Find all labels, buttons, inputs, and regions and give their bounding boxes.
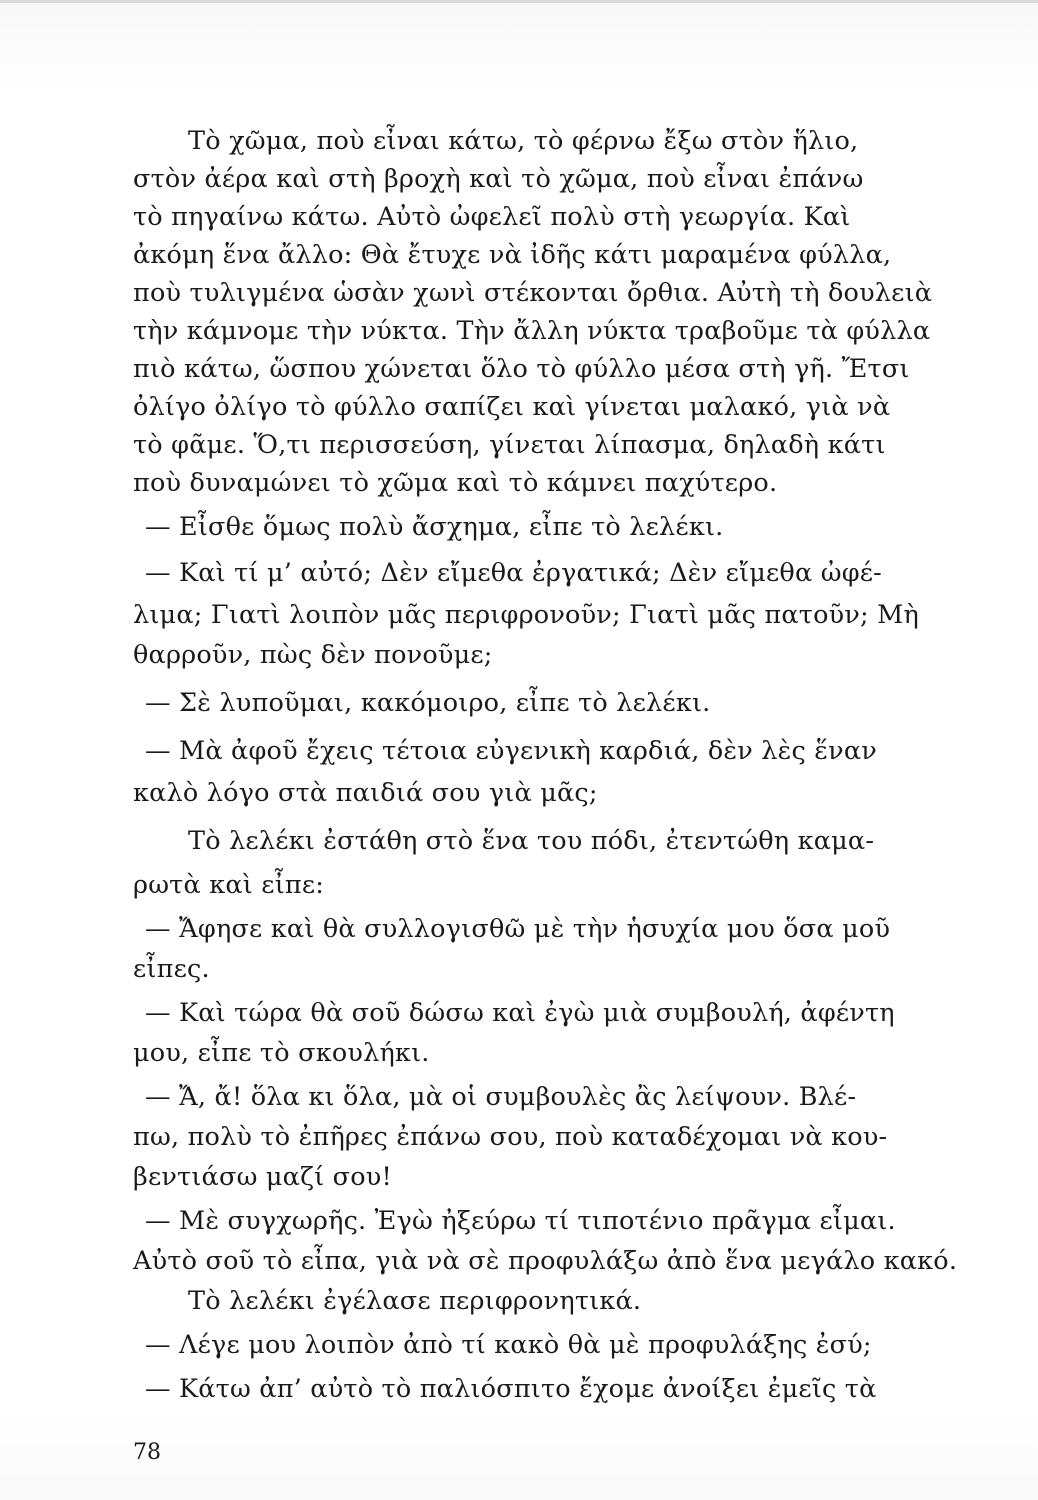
text-line-20: — Ἄφησε καὶ θὰ συλλογισθῶ μὲ τὴν ἡσυχία μου ὅσα μοῦ (145, 914, 891, 944)
text-line-8: ὀλίγο ὀλίγο τὸ φύλλο σαπίζει καὶ γίνεται μαλακό, γιὰ νὰ (133, 392, 891, 422)
text-line-19: ρωτὰ καὶ εἶπε: (133, 870, 325, 900)
text-line-31: — Κάτω ἀπ’ αὐτὸ τὸ παλιόσπιτο ἔχομε ἀνοίξει ἐμεῖς τὰ (145, 1374, 877, 1404)
text-line-29: Τὸ λελέκι ἐγέλασε περιφρονητικά. (188, 1286, 642, 1316)
page-top-edge (0, 0, 1038, 3)
text-line-28: Αὐτὸ σοῦ τὸ εἶπα, γιὰ νὰ σὲ προφυλάξω ἀπὸ ἕνα μεγάλο κακό. (133, 1246, 958, 1276)
text-line-16: — Μὰ ἀφοῦ ἔχεις τέτοια εὐγενικὴ καρδιά, δὲν λὲς ἕναν (145, 736, 878, 766)
text-line-23: μου, εἶπε τὸ σκουλήκι. (133, 1038, 430, 1068)
text-line-17: καλὸ λόγο στὰ παιδιά σου γιὰ μᾶς; (133, 778, 598, 808)
text-line-24: — Ἄ, ἄ! ὅλα κι ὅλα, μὰ οἱ συμβουλὲς ἂς λείψουν. Βλέ- (145, 1082, 857, 1112)
text-line-1: Τὸ χῶμα, ποὺ εἶναι κάτω, τὸ φέρνω ἔξω στὸν ἥλιο, (188, 126, 859, 156)
text-line-9: τὸ φᾶμε. Ὅ,τι περισσεύση, γίνεται λίπασμα, δηλαδὴ κάτι (133, 430, 886, 460)
text-line-4: ἀκόμη ἕνα ἄλλο: Θὰ ἔτυχε νὰ ἰδῆς κάτι μαραμένα φύλλα, (133, 240, 892, 270)
text-line-15: — Σὲ λυποῦμαι, κακόμοιρο, εἶπε τὸ λελέκι. (145, 688, 711, 718)
text-line-7: πιὸ κάτω, ὥσπου χώνεται ὅλο τὸ φύλλο μέσα στὴ γῆ. Ἔτσι (133, 354, 910, 384)
text-line-12: — Καὶ τί μ’ αὐτό; Δὲν εἴμεθα ἐργατικά; Δὲν εἴμεθα ὠφέ- (145, 558, 882, 588)
text-line-5: ποὺ τυλιγμένα ὡσὰν χωνὶ στέκονται ὄρθια. Αὐτὴ τὴ δουλειὰ (133, 278, 933, 308)
page-number: 78 (133, 1440, 161, 1465)
text-line-21: εἶπες. (133, 954, 210, 984)
text-line-13: λιμα; Γιατὶ λοιπὸν μᾶς περιφρονοῦν; Γιατὶ μᾶς πατοῦν; Μὴ (133, 600, 919, 630)
text-line-11: — Εἶσθε ὅμως πολὺ ἄσχημα, εἶπε τὸ λελέκι. (145, 512, 724, 542)
text-line-2: στὸν ἀέρα καὶ στὴ βροχὴ καὶ τὸ χῶμα, ποὺ εἶναι ἐπάνω (133, 164, 864, 194)
text-line-22: — Καὶ τώρα θὰ σοῦ δώσω καὶ ἐγὼ μιὰ συμβουλή, ἀφέντη (145, 998, 895, 1028)
text-line-6: τὴν κάμνομε τὴν νύκτα. Τὴν ἄλλη νύκτα τραβοῦμε τὰ φύλλα (133, 316, 931, 346)
text-line-3: τὸ πηγαίνω κάτω. Αὐτὸ ὠφελεῖ πολὺ στὴ γεωργία. Καὶ (133, 202, 851, 232)
text-line-10: ποὺ δυναμώνει τὸ χῶμα καὶ τὸ κάμνει παχύτερο. (133, 468, 778, 498)
text-line-14: θαρροῦν, πὼς δὲν πονοῦμε; (133, 640, 493, 670)
text-line-30: — Λέγε μου λοιπὸν ἀπὸ τί κακὸ θὰ μὲ προφυλάξης ἐσύ; (145, 1330, 872, 1360)
text-line-25: πω, πολὺ τὸ ἐπῆρες ἐπάνω σου, ποὺ καταδέχομαι νὰ κου- (133, 1122, 888, 1152)
text-line-18: Τὸ λελέκι ἐστάθη στὸ ἕνα του πόδι, ἐτεντώθη καμα- (188, 826, 875, 856)
text-line-27: — Μὲ συγχωρῆς. Ἐγὼ ἠξεύρω τί τιποτένιο πρᾶγμα εἶμαι. (145, 1206, 896, 1236)
text-line-26: βεντιάσω μαζί σου! (133, 1162, 392, 1192)
